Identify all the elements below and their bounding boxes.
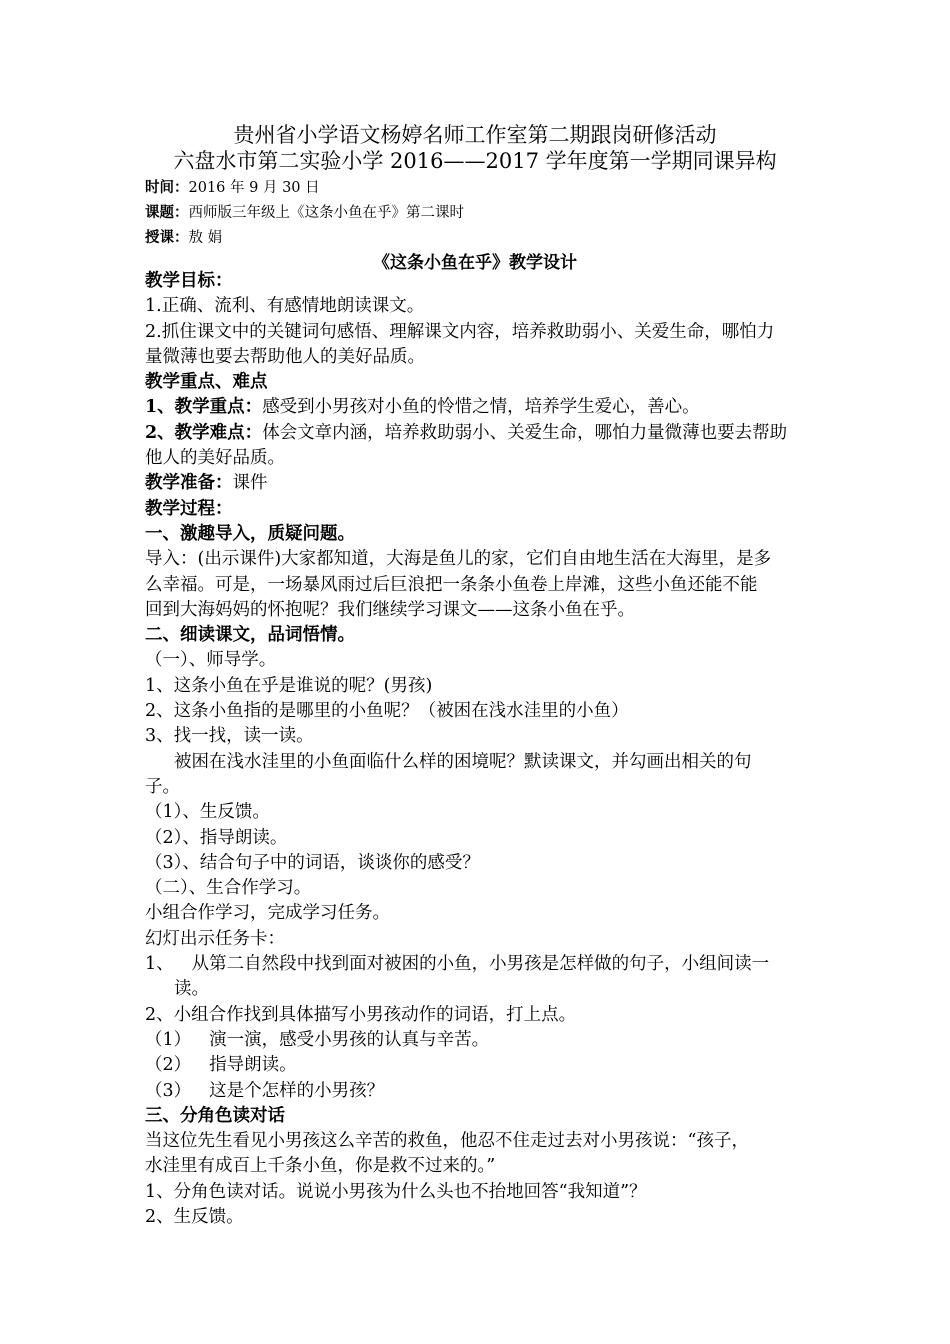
time-value: 2016 年 9 月 30 日 bbox=[188, 180, 320, 196]
task-2-item-2 bbox=[145, 1053, 810, 1078]
section-2-question-3-para-2: 子。 bbox=[145, 776, 180, 797]
section-3-question-1: 1、分角色读对话。说说小男孩为什么头也不抬地回答“我知道”？ bbox=[145, 1181, 647, 1202]
task-2-item-1-text: 演一演，感受小男孩的认真与辛苦。 bbox=[209, 1029, 490, 1050]
meta-topic bbox=[145, 203, 464, 223]
section-1-heading: 一、激趣导入，质疑问题。 bbox=[145, 523, 355, 544]
goal-2-line-2: 量微薄也要去帮助他人的美好品质。 bbox=[145, 346, 425, 367]
section-2-question-2: 2、这条小鱼指的是哪里的小鱼呢？（被困在浅水洼里的小鱼） bbox=[145, 701, 629, 722]
process-heading: 教学过程： bbox=[145, 498, 233, 519]
difficulty-line-2: 他人的美好品质。 bbox=[145, 448, 285, 469]
topic-value: 西师版三年级上《这条小鱼在乎》第二课时 bbox=[188, 205, 464, 221]
section-3-para-line-2: 水洼里有成百上千条小鱼，你是救不过来的。” bbox=[145, 1156, 496, 1177]
preparation-text: 课件 bbox=[232, 473, 268, 494]
task-1-text: 从第二自然段中找到面对被困的小鱼，小男孩是怎样做的句子，小组间读一 bbox=[191, 954, 770, 975]
meta-teacher bbox=[145, 228, 222, 248]
section-2-item-2: （2）、指导朗读。 bbox=[145, 827, 288, 848]
key-point-label: 1、教学重点： bbox=[145, 397, 263, 418]
document-body bbox=[145, 269, 810, 1230]
task-1-number: 1、 bbox=[145, 954, 174, 975]
section-2-question-1: 1、这条小鱼在乎是谁说的呢？(男孩) bbox=[145, 675, 433, 696]
task-2-item-3 bbox=[145, 1079, 810, 1104]
task-2-item-1-number: （1） bbox=[145, 1029, 192, 1050]
section-3-question-2: 2、生反馈。 bbox=[145, 1206, 244, 1227]
goal-1: 1.正确、流利、有感情地朗读课文。 bbox=[145, 296, 425, 317]
section-1-para-line-3: 回到大海妈妈的怀抱呢？我们继续学习课文——这条小鱼在乎。 bbox=[145, 599, 635, 620]
preparation-label: 教学准备： bbox=[145, 473, 233, 494]
section-2-item-1: （1）、生反馈。 bbox=[145, 802, 270, 823]
section-3-heading: 三、分角色读对话 bbox=[145, 1105, 285, 1126]
key-points-heading: 教学重点、难点 bbox=[145, 372, 268, 393]
teacher-label: 授课： bbox=[145, 229, 189, 246]
header-line-1: 贵州省小学语文杨婷名师工作室第二期跟岗研修活动 bbox=[233, 123, 717, 147]
section-2-question-3-para-1: 被困在浅水洼里的小鱼面临什么样的困境呢？默读课文，并勾画出相关的句 bbox=[174, 751, 752, 772]
task-2-item-2-number: （2） bbox=[145, 1055, 192, 1076]
task-2-item-3-text: 这是个怎样的小男孩？ bbox=[209, 1080, 385, 1101]
section-3-para-line-1: 当这位先生看见小男孩这么辛苦的救鱼，他忍不住走过去对小男孩说：“孩子， bbox=[145, 1131, 749, 1152]
header-line-2: 六盘水市第二实验小学 2016——2017 学年度第一学期同课异构 bbox=[173, 149, 777, 173]
task-2: 2、小组合作找到具体描写小男孩动作的词语，打上点。 bbox=[145, 1004, 577, 1025]
key-point-text: 感受到小男孩对小鱼的怜惜之情，培养学生爱心，善心。 bbox=[262, 397, 700, 418]
section-2-sub-1: （一）、师导学。 bbox=[145, 650, 277, 671]
section-1-para-line-2: 么幸福。可是，一场暴风雨过后巨浪把一条条小鱼卷上岸滩，这些小鱼还能不能 bbox=[145, 574, 758, 595]
section-2-question-3: 3、找一找，读一读。 bbox=[145, 726, 314, 747]
section-2-sub-2: （二）、生合作学习。 bbox=[145, 878, 312, 899]
difficulty-label: 2、教学难点： bbox=[145, 422, 263, 443]
teacher-value: 敖 娟 bbox=[188, 230, 223, 246]
goals-heading: 教学目标： bbox=[145, 271, 233, 291]
preparation bbox=[145, 471, 810, 496]
section-2-heading: 二、细读课文，品词悟情。 bbox=[145, 625, 355, 646]
difficulty bbox=[145, 421, 810, 446]
task-2-item-2-text: 指导朗读。 bbox=[209, 1055, 297, 1076]
meta-time bbox=[145, 178, 320, 198]
task-1-line-2: 读。 bbox=[174, 979, 209, 1000]
section-2-group-study: 小组合作学习，完成学习任务。 bbox=[145, 903, 390, 924]
time-label: 时间： bbox=[145, 179, 189, 196]
section-2-item-3: （3）、结合句子中的词语，谈谈你的感受？ bbox=[145, 852, 480, 873]
task-2-item-1 bbox=[145, 1028, 810, 1053]
goal-2-line-1: 2.抓住课文中的关键词句感悟、理解课文内容，培养救助弱小、关爱生命，哪怕力 bbox=[145, 321, 775, 342]
section-2-task-card: 幻灯出示任务卡： bbox=[145, 928, 285, 949]
task-2-item-3-number: （3） bbox=[145, 1080, 192, 1101]
task-1-line-1 bbox=[145, 952, 810, 977]
difficulty-text: 体会文章内涵，培养救助弱小、关爱生命，哪怕力量微薄也要去帮助 bbox=[262, 422, 788, 443]
document-title: 《这条小鱼在乎》教学设计 bbox=[373, 253, 577, 273]
section-1-para-line-1: 导入：(出示课件)大家都知道，大海是鱼儿的家，它们自由地生活在大海里，是多 bbox=[145, 549, 772, 570]
key-point bbox=[145, 395, 810, 420]
topic-label: 课题： bbox=[145, 204, 189, 221]
